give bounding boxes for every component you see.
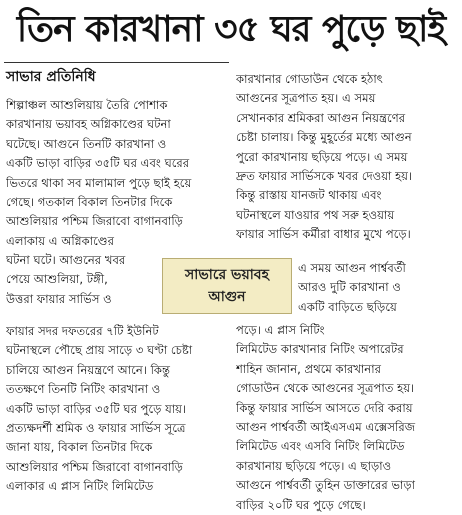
text-line: ঘটনা ঘটে। আগুনের খবর [6,253,126,267]
text-line: একটি বাড়িতে ছড়িয়ে [298,299,397,314]
byline-rule [4,62,229,63]
text-line: পুরো কারখানায় ছড়িয়ে পড়ে। এ সময় [236,149,408,164]
left-column-middle [6,251,156,309]
text-line: একটি ভাড়া বাড়ির ৩৫টি ঘর পুড়ে যায়। [6,401,187,416]
text-line: বাড়ির ২০টি ঘর পুড়ে গেছে। [236,497,366,512]
text-line: ফায়ার সার্ভিস কর্মীরা বাধার মুখে পড়ে। [236,227,411,242]
text-line: চেষ্টা চালায়। কিন্তু মুহূর্তের মধ্যে আগুন [236,130,412,145]
text-line: চালিয়ে আগুন নিয়ন্ত্রণে আনে। কিন্তু [6,362,170,377]
right-column-bottom [236,321,456,515]
text-line: দ্রুত ফায়ার সার্ভিসকে খবর দেওয়া হয়। [236,169,413,184]
text-line: জানা যায়, বিকাল তিনটার দিকে [6,440,153,455]
text-line: পড়ে। এ প্লাস নিটিং [236,323,325,337]
text-line: গোডাউন থেকে আগুনের সূত্রপাত হয়। [236,381,415,396]
text-line: আগুনে পার্শ্ববর্তী তুহিন ডাক্তারের ভাড়া [236,478,416,493]
text-line: আগুনের সূত্রপাত হয়। এ সময় [236,91,376,106]
pull-quote-line: সাভারে ভয়াবহ [185,267,269,283]
text-line: শাহিন জানান, প্রথমে কারখানার [236,361,381,376]
text-line: একটি ভাড়া বাড়ির ৩৫টি ঘর এবং ঘরের [6,156,190,171]
text-line: এ সময় আগুন পার্শ্ববর্তী [298,261,406,275]
pull-quote-box [162,258,292,314]
text-line: গেছে। গতকাল বিকাল তিনটার দিকে [6,195,173,210]
text-line: ঘটেছে। আগুনে তিনটি কারখানা ও [6,136,167,151]
text-line: কিন্তু রাস্তায় যানজট থাকায় এবং [236,188,382,203]
text-line: উত্তরা ফায়ার সার্ভিস ও [6,291,112,306]
text-line: পেয়ে আশুলিয়া, টঙ্গী, [6,272,108,287]
text-line: কিন্তু ফায়ার সার্ভিস আসতে দেরি করায় [236,400,413,415]
text-line: লিমিটেড এবং এসবি নিটিং লিমিটেড [236,439,405,454]
text-line: ভিতরে থাকা সব মালামাল পুড়ে ছাই হয়ে [6,175,192,190]
text-line: ফায়ার সদর দফতরের ৭টি ইউনিট [6,324,159,338]
text-line: আশুলিয়ার পশ্চিম জিরাবো বাগানবাড়ি [6,214,183,229]
byline: সাভার প্রতিনিধি [6,69,96,85]
left-column-bottom [6,322,228,497]
right-column-middle [298,259,456,317]
text-line: কারখানার গোডাউন থেকে হঠাৎ [236,72,383,86]
text-line: আশুলিয়ার পশ্চিম জিরাবো বাগানবাড়ি [6,459,183,474]
right-column-top [236,70,456,245]
text-line: আরও দুটি কারখানা ও [298,280,401,295]
text-line: ঘটনাস্থলে যাওয়ার পথ সরু হওয়ায় [236,207,395,222]
headline: তিন কারখানা ৩৫ ঘর পুড়ে ছাই [16,9,446,50]
text-line: প্রত্যক্ষদর্শী শ্রমিক ও ফায়ার সার্ভিস সূত্রে [6,421,186,436]
text-line: সেখানকার শ্রমিকরা আগুন নিয়ন্ত্রণের [236,110,406,125]
text-line: কারখানায় ছড়িয়ে পড়ে। এ ছাড়াও [236,458,392,473]
text-line: ঘটনাস্থলে পৌছে প্রায় সাড়ে ৩ ঘণ্টা চেষ্টা [6,343,193,358]
text-line: এলাকার এ প্লাস নিটিং লিমিটেড [6,479,154,494]
text-line: লিমিটেড কারখানার নিটিং অপারেটর [236,342,404,357]
text-line: কারখানায় ভয়াবহ অগ্নিকাণ্ডের ঘটনা [6,117,171,132]
left-column-top [6,96,228,251]
pull-quote-line: আগুন [208,289,246,305]
text-line: এলাকায় এ অগ্নিকাণ্ডের [6,233,114,248]
text-line: ততক্ষণে তিনটি নিটিং কারখানা ও [6,382,161,397]
text-line: আগুন পার্শ্ববর্তী আইএসএম এক্সেসরিজ [236,420,416,435]
text-line: শিল্পাঞ্চল আশুলিয়ায় তৈরি পোশাক [6,98,168,112]
